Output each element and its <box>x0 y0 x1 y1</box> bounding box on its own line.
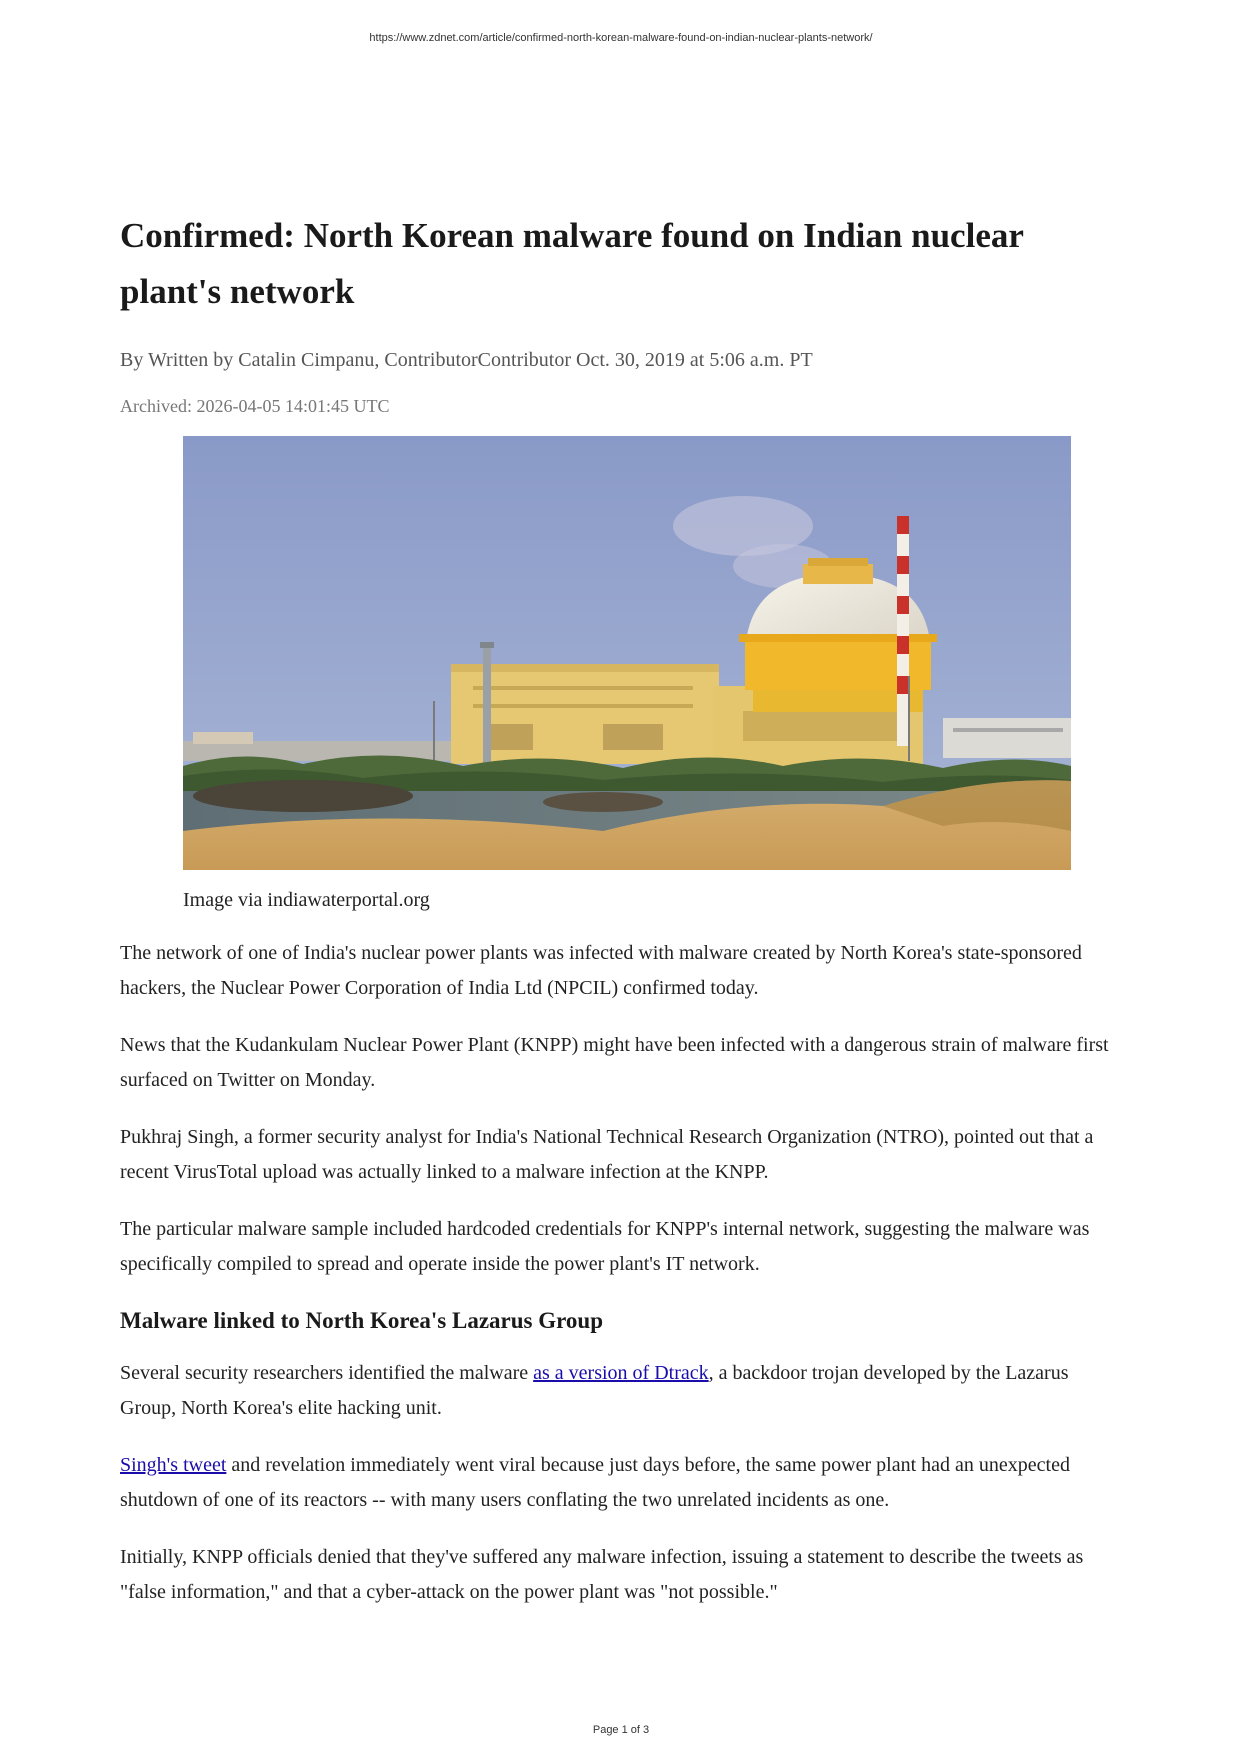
paragraph-5-after: , a backdoor trojan developed by the Lazarus Group, North Korea's elite hacking unit. <box>120 1362 1069 1419</box>
singh-tweet-link[interactable]: Singh's tweet <box>120 1454 227 1476</box>
paragraph-6 <box>120 1448 1120 1518</box>
section-heading: Malware linked to North Korea's Lazarus Group <box>120 1308 603 1333</box>
page-url: https://www.zdnet.com/article/confirmed-north-korean-malware-found-on-indian-nuclear-plants-network/ <box>369 32 873 44</box>
article-title: Confirmed: North Korean malware found on Indian nuclear plant's network <box>120 216 1024 311</box>
nuclear-plant-photo <box>183 436 1071 870</box>
archived-timestamp: Archived: 2026-04-05 14:01:45 UTC <box>120 396 390 416</box>
paragraph-3: Pukhraj Singh, a former security analyst for India's National Technical Research Organization (NTRO), pointed out that a recent VirusTotal upload was actually linked to a malware infection at the KNPP. <box>120 1126 1094 1183</box>
paragraph-5-before: Several security researchers identified the malware <box>120 1362 534 1384</box>
article <box>120 208 1120 1632</box>
article-byline: By Written by Catalin Cimpanu, ContributorContributor Oct. 30, 2019 at 5:06 a.m. PT <box>120 349 813 371</box>
paragraph-6-after: and revelation immediately went viral because just days before, the same power plant had an unexpected shutdown of one of its reactors -- with many users conflating the two unrelated incidents as one. <box>120 1454 1070 1511</box>
page-number: Page 1 of 3 <box>592 1724 650 1736</box>
paragraph-5 <box>120 1356 1120 1426</box>
image-caption: Image via indiawaterportal.org <box>183 889 430 911</box>
paragraph-7: Initially, KNPP officials denied that they've suffered any malware infection, issuing a statement to describe the tweets as "false information," and that a cyber-attack on the power plant was "not possible." <box>120 1546 1084 1603</box>
hero-figure <box>183 436 1071 914</box>
paragraph-2: News that the Kudankulam Nuclear Power Plant (KNPP) might have been infected with a dangerous strain of malware first surfaced on Twitter on Monday. <box>120 1034 1109 1091</box>
paragraph-4: The particular malware sample included hardcoded credentials for KNPP's internal network, suggesting the malware was specifically compiled to spread and operate inside the power plant's IT network. <box>120 1218 1090 1275</box>
paragraph-1: The network of one of India's nuclear power plants was infected with malware created by North Korea's state-sponsored hackers, the Nuclear Power Corporation of India Ltd (NPCIL) confirmed today. <box>120 942 1082 999</box>
article-body <box>120 936 1120 1610</box>
dtrack-link[interactable]: as a version of Dtrack <box>533 1362 709 1384</box>
